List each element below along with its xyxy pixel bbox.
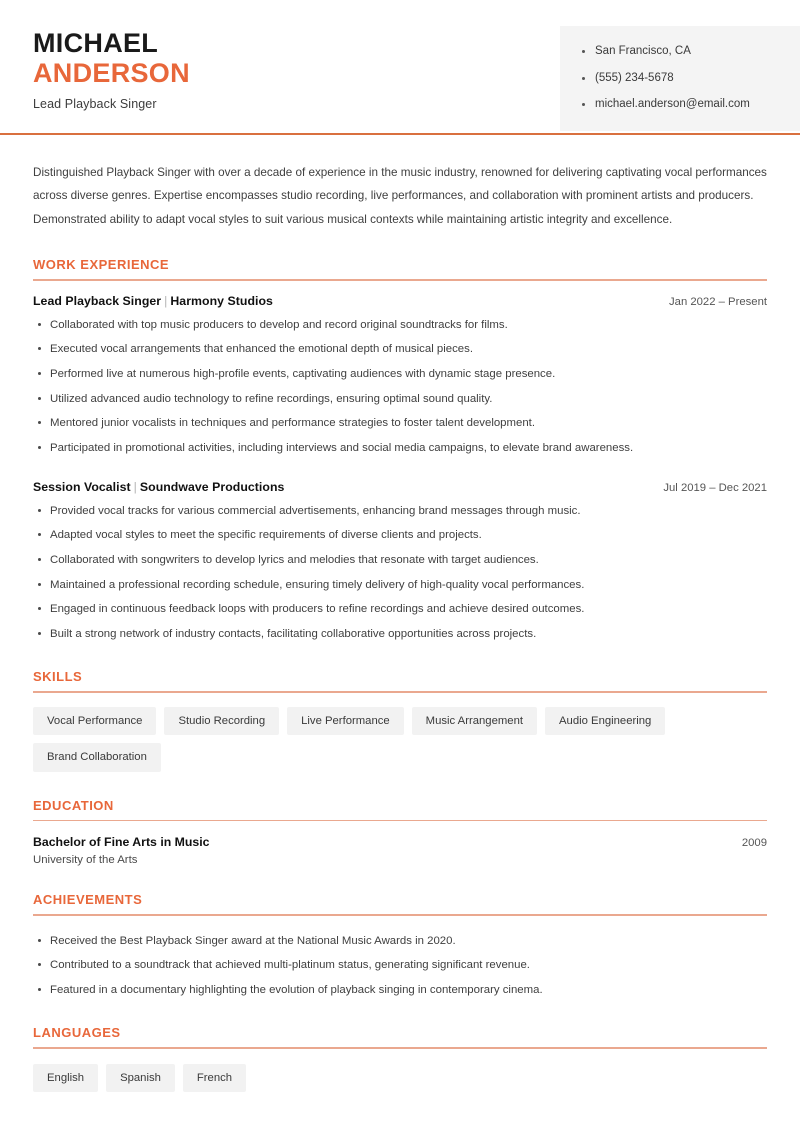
contact-list xyxy=(582,44,780,113)
section-underline xyxy=(33,279,767,281)
bullet-item: Received the Best Playback Singer award at the National Music Awards in 2020. xyxy=(33,933,767,950)
contact-info-box xyxy=(560,26,800,131)
languages-chip-list xyxy=(33,1064,767,1093)
section-languages xyxy=(33,1025,767,1092)
skill-chip: Studio Recording xyxy=(164,707,279,736)
education-degree: Bachelor of Fine Arts in Music xyxy=(33,835,210,850)
title-separator: | xyxy=(133,479,137,494)
language-chip: English xyxy=(33,1064,98,1093)
section-education xyxy=(33,798,767,867)
language-chip: French xyxy=(183,1064,246,1093)
last-name: ANDERSON xyxy=(33,58,190,89)
experience-date-range: Jul 2019 – Dec 2021 xyxy=(663,481,767,494)
header-divider xyxy=(0,133,800,135)
resume-content xyxy=(0,161,800,1092)
section-underline xyxy=(33,1047,767,1049)
bullet-item: Collaborated with songwriters to develop lyrics and melodies that resonate with target audiences. xyxy=(33,552,767,569)
section-achievements xyxy=(33,892,767,999)
bullet-item: Contributed to a soundtrack that achieved multi-platinum status, generating significant revenue. xyxy=(33,957,767,974)
bullet-item: Utilized advanced audio technology to refine recordings, ensuring optimal sound quality. xyxy=(33,391,767,408)
bullet-item: Featured in a documentary highlighting the evolution of playback singing in contemporary cinema. xyxy=(33,982,767,999)
bullet-item: Performed live at numerous high-profile events, captivating audiences with dynamic stage presence. xyxy=(33,366,767,383)
bullet-item: Maintained a professional recording schedule, ensuring timely delivery of high-quality vocal performances. xyxy=(33,577,767,594)
education-entry xyxy=(33,835,767,866)
contact-item-location: San Francisco, CA xyxy=(582,44,780,60)
experience-entry xyxy=(33,480,767,643)
title-separator: | xyxy=(164,293,168,308)
bullet-item: Collaborated with top music producers to develop and record original soundtracks for films. xyxy=(33,317,767,334)
experience-entry xyxy=(33,294,767,457)
education-entry-header xyxy=(33,835,767,849)
experience-entry-header xyxy=(33,480,767,494)
section-skills xyxy=(33,669,767,772)
bullet-item: Built a strong network of industry contacts, facilitating collaborative opportunities across projects. xyxy=(33,626,767,643)
section-underline xyxy=(33,914,767,916)
section-work-experience xyxy=(33,257,767,643)
section-title-languages: LANGUAGES xyxy=(33,1025,121,1041)
skill-chip: Music Arrangement xyxy=(412,707,537,736)
experience-bullet-list xyxy=(33,317,767,457)
skill-chip: Vocal Performance xyxy=(33,707,156,736)
bullet-item: Engaged in continuous feedback loops with producers to refine recordings and achieve desired outcomes. xyxy=(33,601,767,618)
experience-entry-header xyxy=(33,294,767,308)
section-title-education: EDUCATION xyxy=(33,797,114,813)
skills-chip-list xyxy=(33,707,767,772)
section-underline xyxy=(33,691,767,693)
section-title-work-experience: WORK EXPERIENCE xyxy=(33,257,170,273)
resume-header xyxy=(0,0,800,134)
education-school: University of the Arts xyxy=(33,854,138,867)
experience-company: Harmony Studios xyxy=(170,293,273,308)
bullet-item: Provided vocal tracks for various commercial advertisements, enhancing brand messages through music. xyxy=(33,503,767,520)
experience-role: Lead Playback Singer xyxy=(33,293,162,308)
bullet-item: Participated in promotional activities, including interviews and social media campaigns, to elevate brand awareness. xyxy=(33,440,767,457)
professional-summary: Distinguished Playback Singer with over a decade of experience in the music industry, renowned for delivering captivating vocal performances across diverse genres. Expertise encompasses studio recording, live performances, and collaboration with prominent artists and producers. Demonstrated ability to adapt vocal styles to suit various musical contexts while maintaining artistic integrity and excellence. xyxy=(33,166,767,226)
section-title-skills: SKILLS xyxy=(33,669,83,685)
bullet-item: Executed vocal arrangements that enhanced the emotional depth of musical pieces. xyxy=(33,341,767,358)
contact-item-phone[interactable]: (555) 234-5678 xyxy=(582,71,780,87)
section-title-achievements: ACHIEVEMENTS xyxy=(33,892,143,908)
header-job-title: Lead Playback Singer xyxy=(33,97,157,112)
first-name: MICHAEL xyxy=(33,28,159,58)
bullet-item: Mentored junior vocalists in techniques and performance strategies to foster talent development. xyxy=(33,415,767,432)
experience-company: Soundwave Productions xyxy=(139,479,285,494)
section-underline xyxy=(33,820,767,822)
experience-date-range: Jan 2022 – Present xyxy=(669,295,767,308)
experience-title-company xyxy=(33,294,273,308)
education-year: 2009 xyxy=(741,837,767,850)
experience-bullet-list xyxy=(33,503,767,643)
skill-chip: Brand Collaboration xyxy=(33,743,161,772)
experience-role: Session Vocalist xyxy=(33,479,131,494)
skill-chip: Live Performance xyxy=(287,707,404,736)
achievements-bullet-list xyxy=(33,933,767,999)
bullet-item: Adapted vocal styles to meet the specific requirements of diverse clients and projects. xyxy=(33,527,767,544)
header-identity xyxy=(0,26,190,111)
experience-title-company xyxy=(33,480,284,494)
language-chip: Spanish xyxy=(106,1064,175,1093)
skill-chip: Audio Engineering xyxy=(545,707,665,736)
contact-item-email[interactable]: michael.anderson@email.com xyxy=(582,97,780,113)
